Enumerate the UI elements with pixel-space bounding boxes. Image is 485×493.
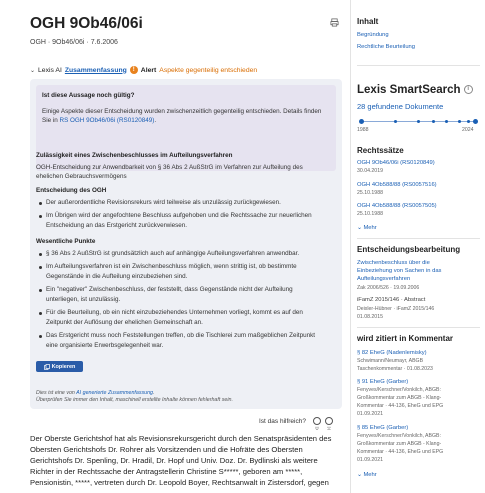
kommentar-src-3c: Kommentar · 44-136, EheG und EPG	[357, 449, 444, 455]
ai-info-link[interactable]: AI generierte Zusammenfassung	[76, 390, 153, 396]
kommentar-src-2b: Großkommentar zum ABGB - Klang-	[357, 395, 442, 401]
validity-text-2: Sie in RS OGH 9Ob46/06i (RS0120849).	[42, 117, 157, 124]
decision-text-4: Richter in der Rechtssache der Antragstellerin Christine S*****, geboren am *****,	[30, 467, 303, 476]
kommentar-src-3b: Großkommentar zum ABGB - Klang-	[357, 441, 442, 447]
info-icon[interactable]: i	[464, 85, 473, 94]
bullet	[39, 253, 42, 256]
helpful-label: Ist das hilfreich?	[259, 418, 306, 425]
decision-text-2: Obersten Gerichtshofs Dr. Rohrer als Vorsitzenden und die Hofräte des Obersten	[30, 445, 303, 454]
rechtssatz-link-1[interactable]: OGH 9Ob46/06i (RS0120849)	[357, 160, 435, 166]
alert-label: Alert	[140, 66, 157, 74]
divider	[357, 65, 480, 66]
validity-text-1: Einige Aspekte dieser Entscheidung wurden zwischenzeitlich gegenteilig entschieden. Details finden	[42, 108, 322, 115]
kommentar-src-1: Schwimann/Neumayr, ABGB	[357, 358, 424, 364]
copy-label: Kopieren	[51, 363, 76, 370]
ent-source: Zak 2006/526 · 19.09.2006	[357, 285, 420, 291]
timeline-point[interactable]	[394, 120, 397, 123]
ent-link-2[interactable]: Einbeziehung von Sachen in das	[357, 268, 442, 274]
kommentar-src-3: Fenyves/Kerschner/Vonkilch, ABGB:	[357, 433, 441, 439]
ai-brand: Lexis AI	[38, 66, 62, 74]
mehr-link-kommentare[interactable]: ⌄ Mehr	[357, 472, 377, 478]
timeline-point[interactable]	[359, 119, 364, 124]
rechtssatz-date-1: 30.04.2019	[357, 168, 383, 174]
ent-link-1[interactable]: Zwischenbeschluss über die	[357, 260, 430, 266]
bullet	[39, 215, 42, 218]
rechtssatz-link-3[interactable]: OGH 4Ob588/88 (RS0057505)	[357, 203, 437, 209]
entscheidungsbearbeitung-title: Entscheidungsbearbeitung	[357, 245, 461, 254]
rechtssatz-link-2[interactable]: OGH 4Ob588/88 (RS0057516)	[357, 182, 437, 188]
alert-text: Aspekte gegenteilig entschieden	[159, 66, 258, 74]
rs-link[interactable]: RS OGH 9Ob46/06i (RS0120849)	[59, 117, 155, 124]
smiley-happy-icon[interactable]	[313, 417, 321, 425]
bullet	[39, 335, 42, 338]
ai-summary-toggle[interactable]	[30, 66, 257, 74]
entscheidung-2a: Im Übrigen wird der angefochtene Beschluss aufgehoben und die Rechtssache zur neuerlichen	[46, 212, 312, 219]
smartsearch-title: Lexis SmartSearch i	[357, 84, 473, 96]
validity-title: Ist diese Aussage noch gültig?	[42, 92, 135, 99]
toc-item-rechtliche-beurteilung[interactable]: Rechtliche Beurteilung	[357, 44, 416, 50]
decision-text-5: Pensionistin, *****, vertreten durch Dr. Leopold Boyer, Rechtsanwalt in Zistersdorf, gegen	[30, 478, 329, 487]
entscheidung-1: Der außerordentliche Revisionsrekurs wird teilweise als unzulässig zurückgewiesen.	[46, 199, 281, 206]
heading-zulaessigkeit: Zulässigkeit eines Zwischenbeschlusses im Aufteilungsverfahren	[36, 152, 233, 159]
punkt-3b: unterliegen, ist unzulässig.	[46, 296, 121, 303]
punkt-3a: Ein "negativer" Zwischenbeschluss, der feststellt, dass Gegenstände nicht der Aufteilung	[46, 286, 293, 293]
chevron-down-icon: ⌄	[30, 67, 36, 74]
smiley-sad-icon[interactable]	[325, 417, 333, 425]
inhalt-title: Inhalt	[357, 17, 379, 26]
ent-meta: Deixler-Hübner · iFamZ 2015/146	[357, 306, 435, 312]
ai-summary-panel	[30, 79, 342, 409]
rechtssatz-date-3: 25.10.1988	[357, 211, 383, 217]
decision-text-3: Gerichtshofs Dr. Spenling, Dr. Hradil, Dr. Hopf und Univ. Doz. Dr. Bydlinski als weitere	[30, 456, 318, 465]
bullet	[39, 312, 42, 315]
page-title: OGH 9Ob46/06i	[30, 15, 143, 32]
punkt-5b: eine organisierte Erwerbsgelegenheit war.	[46, 342, 164, 349]
timeline-end: 2024	[462, 127, 474, 133]
heading-entscheidung: Entscheidung des OGH	[36, 187, 107, 194]
timeline-point[interactable]	[458, 120, 461, 123]
summary-link[interactable]: Zusammenfassung	[64, 66, 127, 74]
ai-disclaimer-2: Überprüfen Sie immer den Inhalt, maschinell erstellte Inhalte können fehlerhaft sein.	[36, 397, 233, 403]
divider	[357, 327, 480, 328]
zul-text-1: OGH-Entscheidung zur Anwendbarkeit von § 36 Abs 2 AußStrG im Verfahren zur Aufteilung des	[36, 164, 303, 171]
punkt-4a: Für die Beurteilung, ob ein nicht einzubeziehendes Unternehmen vorliegt, kommt es auf den	[46, 309, 303, 316]
bullet	[39, 202, 42, 205]
heading-wesentliche-punkte: Wesentliche Punkte	[36, 238, 96, 245]
timeline-point[interactable]	[417, 120, 420, 123]
timeline-point[interactable]	[473, 119, 478, 124]
bullet	[39, 266, 42, 269]
bullet	[39, 289, 42, 292]
ai-disclaimer-1: Dies ist eine von AI generierte Zusammenfassung.	[36, 390, 155, 396]
doc-meta: OGH · 9Ob46/06i · 7.6.2006	[30, 39, 118, 46]
kommentar-src-2c: Kommentar · 44-136, EheG und EPG	[357, 403, 444, 409]
punkt-1: § 36 Abs 2 AußStrG ist grundsätzlich auch auf anhängige Aufteilungsverfahren anwendbar.	[46, 250, 300, 257]
alert-icon: !	[130, 66, 138, 74]
ent-abstract[interactable]: iFamZ 2015/146 · Abstract	[357, 297, 426, 303]
rechtssatz-date-2: 25.10.1988	[357, 190, 383, 196]
decision-text-1: Der Oberste Gerichtshof hat als Revisionsrekursgericht durch den Senatspräsidenten des	[30, 434, 332, 443]
kommentar-title: wird zitiert in Kommentar	[357, 334, 454, 343]
punkt-4b: Zeitpunkt der Auflösung der ehelichen Gemeinschaft an.	[46, 319, 203, 326]
timeline-point[interactable]	[432, 120, 435, 123]
divider	[357, 238, 480, 239]
ent-date: 01.08.2015	[357, 314, 383, 320]
copy-icon	[44, 364, 50, 370]
timeline-point[interactable]	[467, 120, 470, 123]
kommentar-date-2: 01.09.2021	[357, 411, 383, 417]
kommentar-link-2[interactable]: § 91 EheG (Garber)	[357, 379, 409, 385]
found-documents-link[interactable]: 28 gefundene Dokumente	[357, 102, 444, 111]
toc-item-begruendung[interactable]: Begründung	[357, 32, 389, 38]
copy-button[interactable]	[36, 361, 83, 372]
zul-text-2: ehelichen Gebrauchsvermögens	[36, 173, 127, 180]
entscheidung-2b: Entscheidung an das Erstgericht zurückverwiesen.	[46, 222, 188, 229]
rechtssaetze-title: Rechtssätze	[357, 146, 404, 155]
kommentar-link-1[interactable]: § 82 EheG (Nadenlemisky)	[357, 350, 427, 356]
main-content	[30, 0, 342, 493]
timeline-point[interactable]	[445, 120, 448, 123]
mehr-link-rechtssaetze[interactable]: ⌄ Mehr	[357, 225, 377, 231]
print-icon[interactable]	[330, 18, 339, 27]
kommentar-link-3[interactable]: § 85 EheG (Garber)	[357, 425, 409, 431]
timeline-start: 1988	[357, 127, 369, 133]
sidebar	[350, 0, 485, 493]
kommentar-date-3: 01.09.2021	[357, 457, 383, 463]
punkt-2a: Im Aufteilungsverfahren ist ein Zwischenbeschluss möglich, wenn strittig ist, ob bestimmte	[46, 263, 297, 270]
kommentar-src-2: Fenyves/Kerschner/Vonkilch, ABGB:	[357, 387, 441, 393]
ent-link-3[interactable]: Aufteilungsverfahren	[357, 276, 411, 282]
kommentar-meta-1: Taschenkommentar · 01.08.2023	[357, 366, 433, 372]
punkt-5a: Das Erstgericht muss noch Feststellungen treffen, ob die Tischlerei zum maßgeblichen Zeitpunkt	[46, 332, 316, 339]
punkt-2b: Gegenstände in die Aufteilung einzubeziehen sind.	[46, 273, 188, 280]
